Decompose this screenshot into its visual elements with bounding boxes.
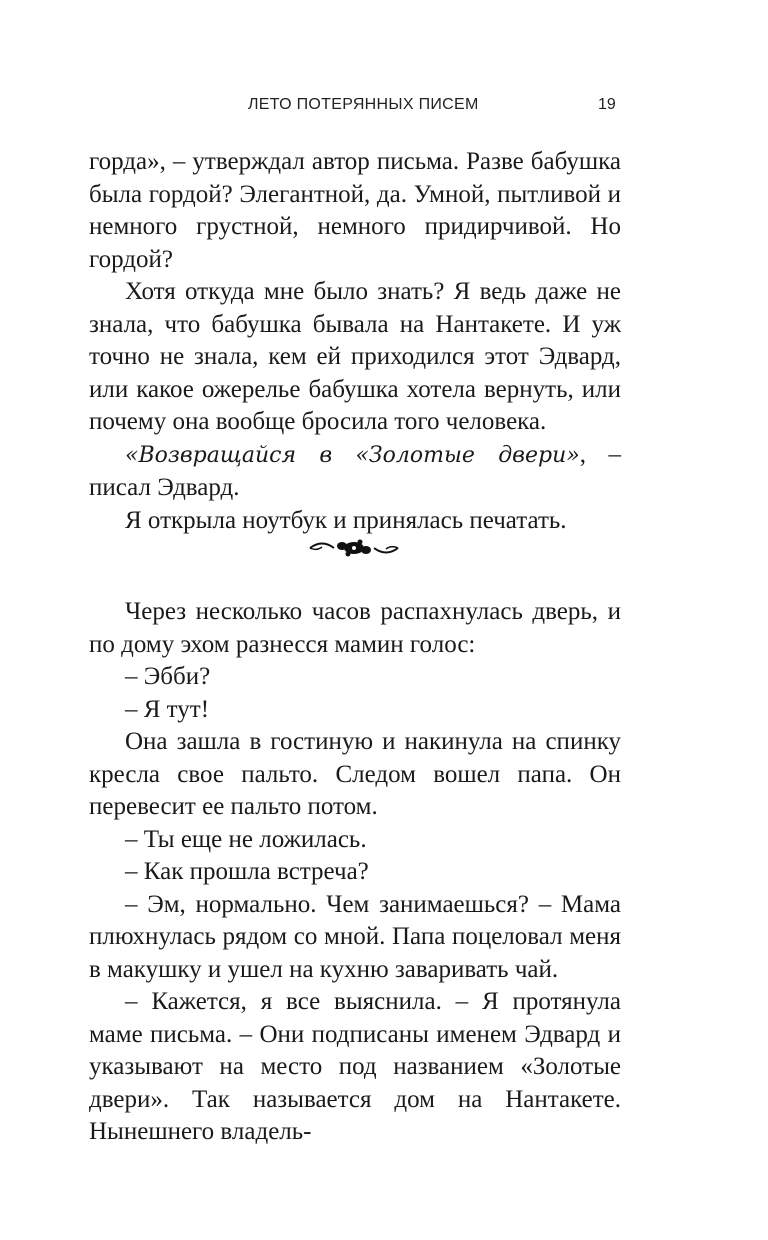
paragraph: – Кажется, я все выяснила. – Я протянула маме письма. – Они подписаны именем Эдвард и указывают на место под названием «Золотые двери». Так называется дом на Нантакете. Нынешнего владель- [89,988,621,1145]
paragraph: – Ты еще не ложилась. [125,825,367,853]
running-title: ЛЕТО ПОТЕРЯННЫХ ПИСЕМ [248,96,479,113]
paragraph: – Я тут! [125,695,210,723]
paragraph: Я открыла ноутбук и принялась печатать. [125,506,567,534]
paragraph: горда», – утверждал автор письма. Разве бабушка была гордой? Элегантной, да. Умной, пытливой и немного грустной, немного придирчивой. Но гордой? [89,148,621,273]
paragraph: – Эм, нормально. Чем занимаешься? – Мама плюхнулась рядом со мной. Папа поцеловал меня в макушку и ушел на кухню заваривать чай. [89,890,621,983]
page-number: 19 [598,96,616,113]
paragraph: – Эбби? [125,663,211,690]
text-block-top [89,146,621,537]
decorative-flourish-icon [308,534,400,562]
running-header [0,96,768,122]
paragraph: Через несколько часов распахнулась дверь, и по дому эхом разнесся мамин голос: [89,598,621,658]
paragraph: «Возвращайся в «Золотые двери», – писал Эдвард. [89,440,622,501]
text-block-bottom [89,596,621,1149]
paragraph: Она зашла в гостиную и накинула на спинку кресла свое пальто. Следом вошел папа. Он перевесит ее пальто потом. [89,728,621,820]
paragraph: – Как прошла встреча? [125,858,369,885]
quoted-line: «Возвращайся в «Золотые двери» [125,442,580,468]
paragraph: Хотя откуда мне было знать? Я ведь даже не знала, что бабушка бывала на Нантакете. И уж точно не знала, кем ей приходился этот Эдвард, или какое ожерелье бабушка хотела вернуть, или почему она вообще бросила того человека. [89,278,621,435]
